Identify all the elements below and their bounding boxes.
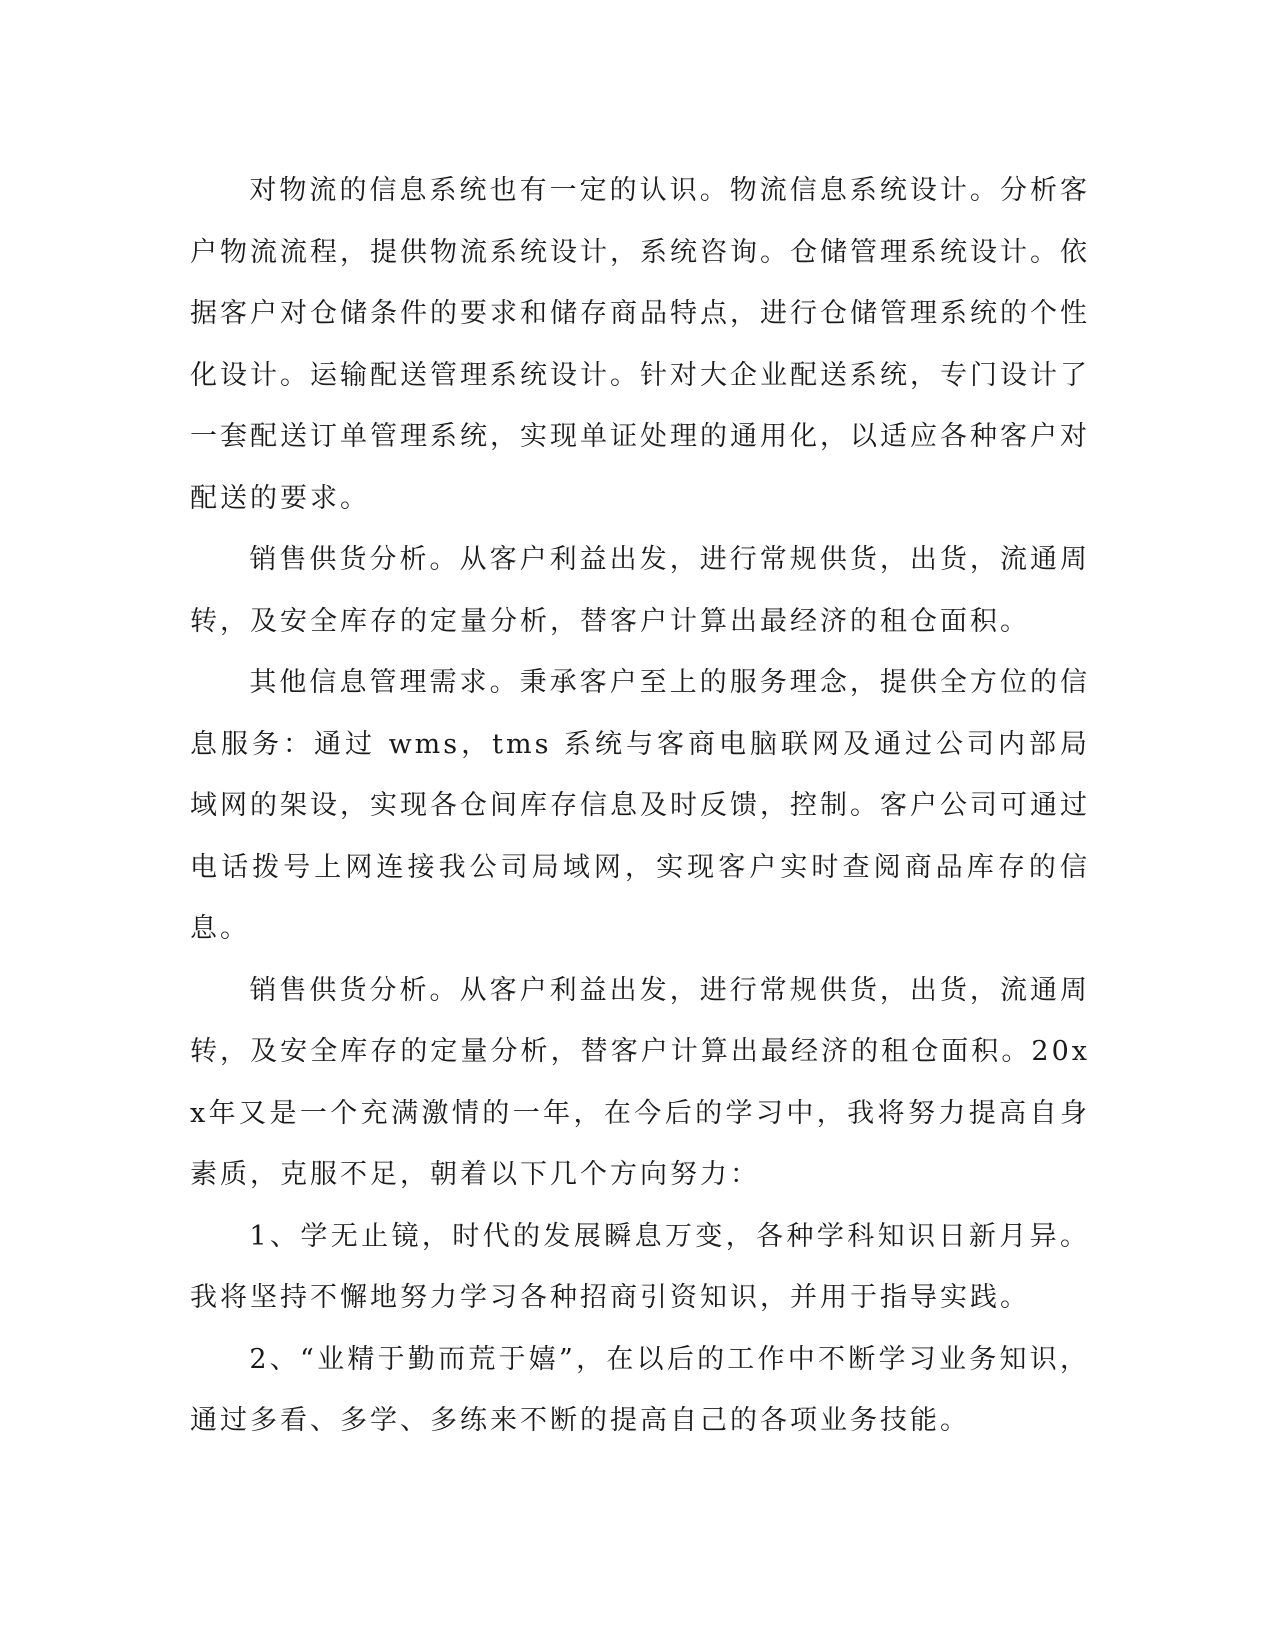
paragraph-sales-supply-analysis: 销售供货分析。从客户利益出发，进行常规供货，出货，流通周转，及安全库存的定量分析，替客户计算出最经济的租仓面积。 [190,544,1090,637]
paragraph-item-2: 2、“业精于勤而荒于嬉”，在以后的工作中不断学习业务知识，通过多看、多学、多练来不断的提高自己的各项业务技能。 [190,1343,1090,1436]
paragraph-other-info-management: 其他信息管理需求。秉承客户至上的服务理念，提供全方位的信息服务：通过 wms，tms 系统与客商电脑联网及通过公司内部局域网的架设，实现各仓间库存信息及时反馈，控制。客户公司可通过电话拨号上网连接我公司局域网，实现客户实时查阅商品库存的信息。 [190,667,1090,944]
document-body [190,160,1090,1452]
paragraph-sales-supply-and-plans: 销售供货分析。从客户利益出发，进行常规供货，出货，流通周转，及安全库存的定量分析，替客户计算出最经济的租仓面积。20xx年又是一个充满激情的一年，在今后的学习中，我将努力提高自身素质，克服不足，朝着以下几个方向努力： [190,974,1090,1190]
paragraph-logistics-info-system: 对物流的信息系统也有一定的认识。物流信息系统设计。分析客户物流流程，提供物流系统设计，系统咨询。仓储管理系统设计。依据客户对仓储条件的要求和储存商品特点，进行仓储管理系统的个性化设计。运输配送管理系统设计。针对大企业配送系统，专门设计了一套配送订单管理系统，实现单证处理的通用化，以适应各种客户对配送的要求。 [190,175,1090,514]
paragraph-item-1: 1、学无止镜，时代的发展瞬息万变，各种学科知识日新月异。我将坚持不懈地努力学习各种招商引资知识，并用于指导实践。 [190,1220,1090,1313]
